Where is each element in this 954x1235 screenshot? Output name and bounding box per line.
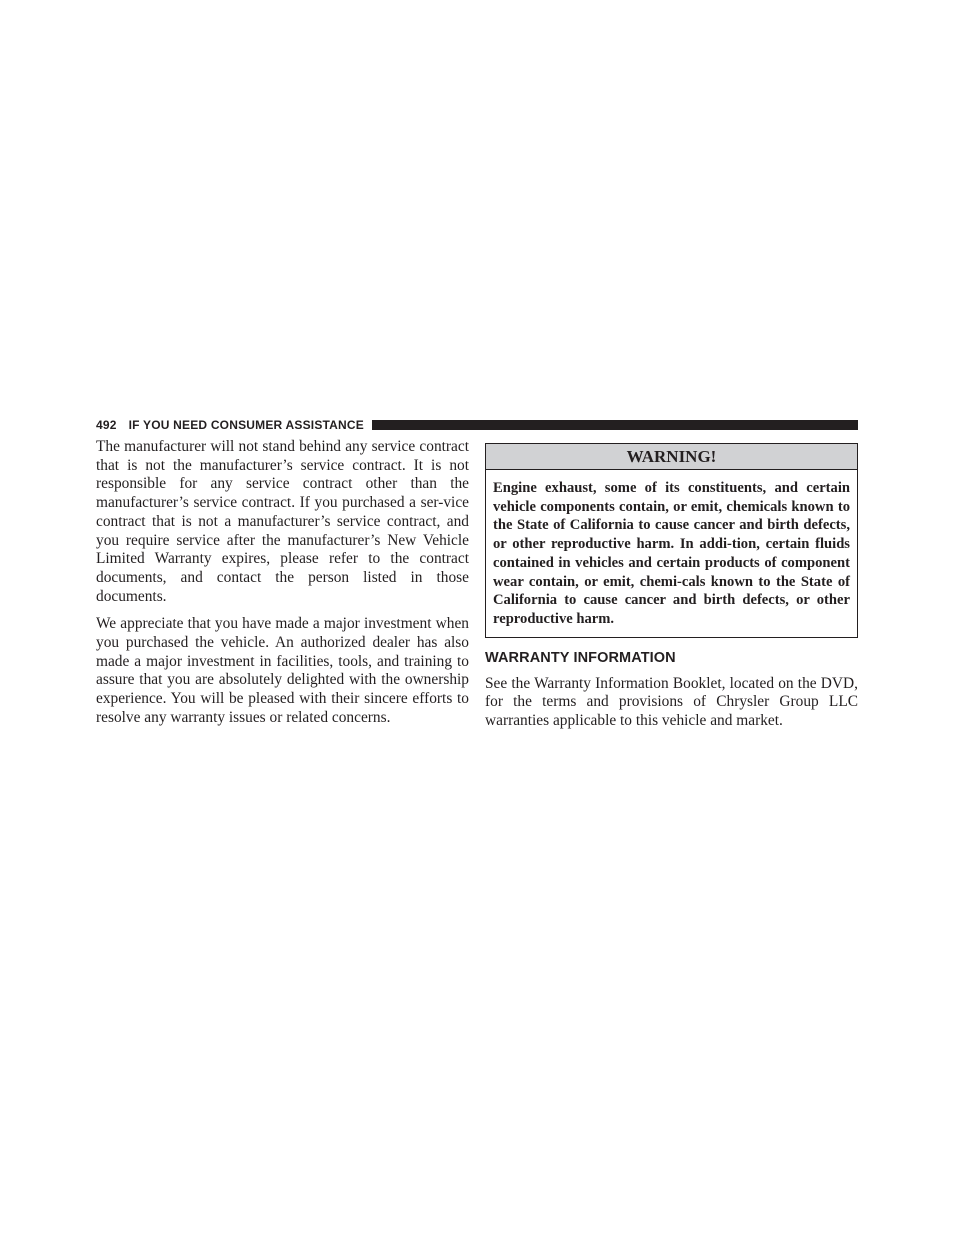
- warranty-paragraph: See the Warranty Information Booklet, located on the DVD, for the terms and provisions of Chrysler Group LLC warranties applicable to this vehicle and market.: [485, 674, 858, 730]
- right-column: [485, 443, 858, 740]
- investment-paragraph: We appreciate that you have made a major investment when you purchased the vehicle. An authorized dealer has also made a major investment in facilities, tools, and training to assure that you are absolutely delighted with the ownership experience. You will be pleased with their sincere efforts to resolve any warranty issues or related concerns.: [96, 615, 469, 726]
- warning-box: [485, 443, 858, 638]
- header-rule-bar: [372, 420, 858, 430]
- warranty-heading: WARRANTY INFORMATION: [485, 649, 676, 666]
- left-column: [96, 438, 469, 737]
- warning-text: Engine exhaust, some of its constituents, and certain vehicle components contain, or emit, chemicals known to the State of California to cause cancer and birth defects, or other reproductive harm. In addi-tion, certain fluids contained in vehicles and certain products of component wear contain, or emit, chemi-cals known to the State of California to cause cancer and birth defects, or other reproductive harm.: [493, 480, 850, 627]
- warning-title: WARNING!: [486, 444, 857, 470]
- page-header: [96, 418, 858, 432]
- page-number: 492: [96, 418, 117, 432]
- section-title: IF YOU NEED CONSUMER ASSISTANCE: [128, 418, 364, 432]
- service-contract-paragraph: The manufacturer will not stand behind any service contract that is not the manufacturer’s service contract. It is not responsible for any service contract other than the manufacturer’s service contract. If you purchased a ser-vice contract that is not a manufacturer’s service contract, and you require service after the manufacturer’s New Vehicle Limited Warranty expires, please refer to the contract documents, and contact the person listed in those documents.: [96, 438, 469, 605]
